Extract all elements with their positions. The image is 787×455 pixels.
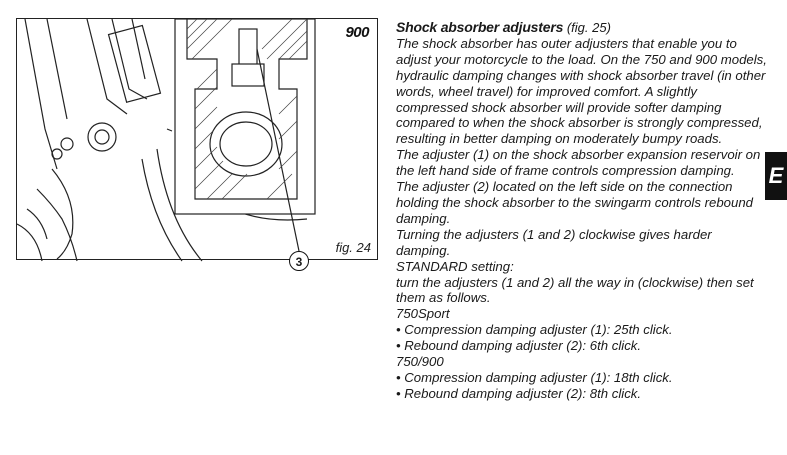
section-heading xyxy=(396,20,768,36)
list-item: • Compression damping adjuster (1): 18th click. xyxy=(396,369,673,385)
paragraph: 750Sport xyxy=(396,306,450,322)
figure-caption: fig. 24 xyxy=(335,240,371,255)
shock-absorber-illustration xyxy=(17,19,379,261)
figure-24 xyxy=(16,18,378,269)
paragraph: 750/900 xyxy=(396,354,444,370)
callout-number: 3 xyxy=(289,251,309,271)
paragraph: turn the adjusters (1 and 2) all the way in (clockwise) then set them as follows. xyxy=(396,274,754,306)
heading-figure-ref: (fig. 25) xyxy=(566,20,611,35)
list-item: • Rebound damping adjuster (2): 6th click. xyxy=(396,338,642,354)
paragraph: The adjuster (1) on the shock absorber expansion reservoir on the left hand side of frame controls compression damping. xyxy=(396,147,761,179)
list-item: • Rebound damping adjuster (2): 8th click. xyxy=(396,385,642,401)
paragraph: Turning the adjusters (1 and 2) clockwise gives harder damping. xyxy=(396,226,712,258)
figure-model-label: 900 xyxy=(345,24,369,41)
heading-title: Shock absorber adjusters xyxy=(396,19,564,35)
text-column xyxy=(396,20,768,402)
paragraph: STANDARD setting: xyxy=(396,258,514,274)
paragraph: The shock absorber has outer adjusters that enable you to adjust your motorcycle to the load. On the 750 and 900 models, hydraulic damping changes with shock absorber travel (in other words, wheel travel) for improved comfort. A slightly compressed shock absorber will provide softer damping compared to when the shock absorber is strongly compressed, resulting in better damping on moderately bumpy roads. xyxy=(396,35,767,147)
list-item: • Compression damping adjuster (1): 25th click. xyxy=(396,322,673,338)
paragraph: The adjuster (2) located on the left side on the connection holding the shock absorber to the swingarm controls rebound damping. xyxy=(396,179,754,226)
language-tab: E xyxy=(765,152,787,200)
